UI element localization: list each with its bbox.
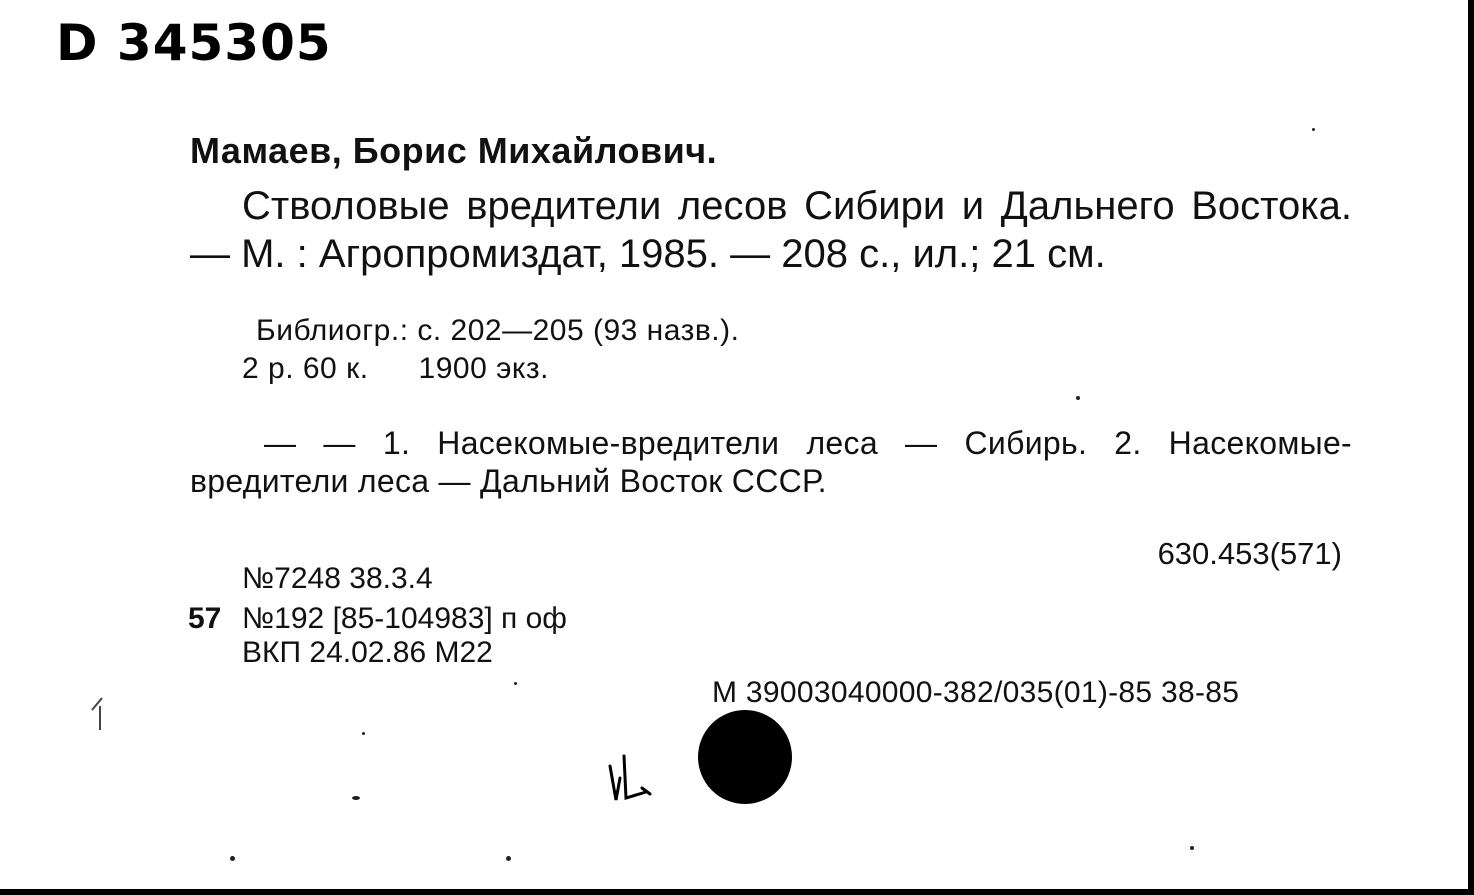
price: 2 р. 60 к.: [242, 352, 369, 385]
bibliography-note: Библиогр.: с. 202—205 (93 назв.).: [256, 314, 740, 347]
catalog-number: 57: [188, 602, 222, 635]
speck: [1190, 846, 1194, 850]
speck: [506, 856, 511, 861]
catalog-line-3: ВКП 24.02.86 М22: [242, 636, 493, 669]
margin-mark-icon: [86, 688, 110, 732]
speck: [230, 856, 235, 861]
handwritten-mark-icon: [606, 748, 656, 808]
speck: [1076, 396, 1080, 400]
catalog-line-2: №192 [85-104983] п оф: [242, 602, 567, 635]
catalog-line-1: №7248 38.3.4: [242, 562, 433, 595]
speck: [352, 796, 360, 800]
speck: [514, 682, 517, 685]
card-stamp-number: D 345305: [56, 14, 332, 72]
punch-hole: [698, 710, 792, 804]
title-description: Стволовые вредители лесов Сибири и Дальнего Востока. — М. : Агропромиздат, 1985. — 208 с., ил.; 21 см.: [190, 184, 1352, 276]
speck: [1312, 128, 1315, 131]
price-and-copies: [242, 352, 549, 386]
publisher-code: М 39003040000-382/035(01)-85 38-85: [712, 676, 1240, 709]
speck: [362, 732, 365, 735]
classification-code: 630.453(571): [1157, 536, 1342, 571]
copies: 1900 экз.: [418, 352, 549, 385]
author-heading: Мамаев, Борис Михайлович.: [190, 130, 718, 171]
subject-headings: — — 1. Насекомые-вредители леса — Сибирь. 2. Насекомые-вредители леса — Дальний Восток СССР.: [190, 425, 1352, 499]
